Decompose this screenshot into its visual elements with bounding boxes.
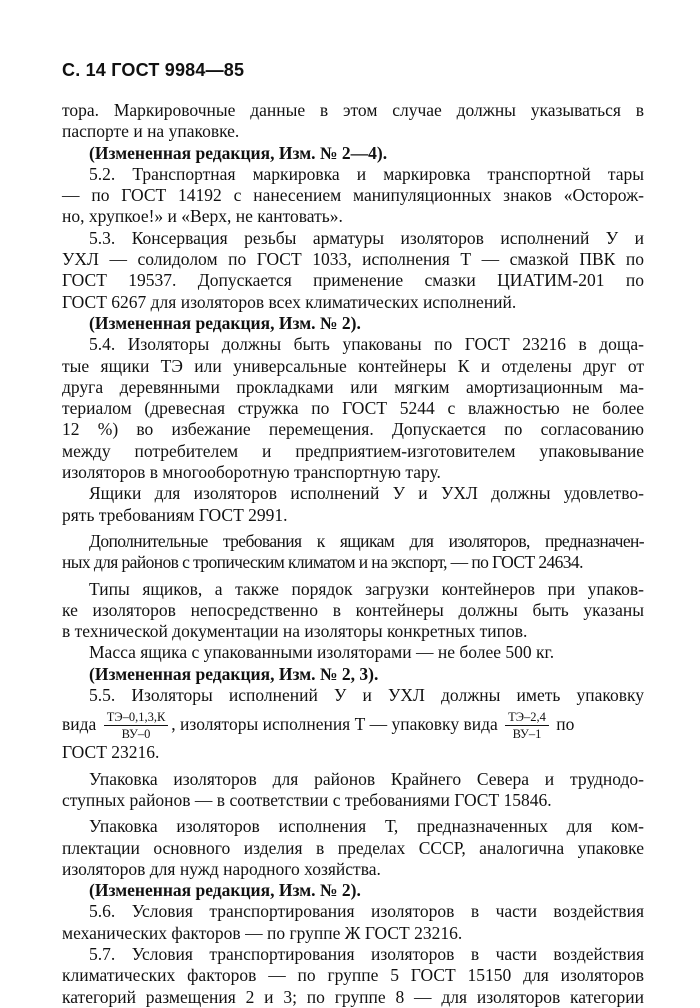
text-line: 12 %) во избежание перемещения. Допускается по согласованию [62,419,644,440]
text-line: — по ГОСТ 14192 с нанесением манипуляционных знаков «Осторож- [62,185,644,206]
text-line: ГОСТ 23216. [62,742,160,763]
text-line: паспорте и на упаковке. [62,121,240,142]
packaging-formula-line [62,706,644,742]
text-line: УХЛ — солидолом по ГОСТ 1033, исполнения Т — смазкой ПВК по [62,249,644,270]
text-line: рять требованиям ГОСТ 2991. [62,504,288,525]
text-line: Масса ящика с упакованными изоляторами — не более 500 кг. [89,642,555,663]
text-line: Дополнительные требования к ящикам для изоляторов, предназначен- [89,530,644,551]
packaging-fraction-1 [104,710,169,741]
text-line: Упаковка изоляторов для районов Крайнего Севера и труднодо- [89,768,644,789]
text-line: тора. Маркировочные данные в этом случае должны указываться в [62,100,644,120]
clause-5-2: 5.2. Транспортная маркировка и маркировка транспортной тары [89,163,644,184]
text-line: ГОСТ 19537. Допускается применение смазки ЦИАТИМ-201 по [62,270,644,291]
text-line: между потребителем и предприятием-изготовителем упаковывание [62,440,644,461]
clause-5-7: 5.7. Условия транспортирования изоляторов в части воздействия [89,943,644,964]
text-line: Упаковка изоляторов исполнения Т, предназначенных для ком- [89,816,644,837]
text-line: изоляторов в многооборотную транспортную тару. [62,462,441,483]
text-line: в технической документации на изоляторы конкретных типов. [62,621,528,642]
text-line: изоляторов для нужд народного хозяйства. [62,858,381,879]
page-header: С. 14 ГОСТ 9984—85 [62,60,245,80]
text-line: плектации основного изделия в пределах СССР, аналогична упаковке [62,837,644,858]
fraction-denominator: ВУ–1 [512,726,542,741]
text-line: ГОСТ 6267 для изоляторов всех климатических исполнений. [62,291,517,312]
fraction-numerator: ТЭ–0,1,3,К [104,710,169,726]
formula-middle: , изоляторы исполнения Т — упаковку вида [171,714,498,735]
formula-prefix: вида [62,714,97,735]
clause-5-5: 5.5. Изоляторы исполнений У и УХЛ должны иметь упаковку [89,685,644,706]
text-line: териалом (древесная стружка по ГОСТ 5244 с влажностью не более [62,398,644,419]
amendment-note: (Измененная редакция, Изм. № 2). [89,880,361,901]
text-line: климатических факторов — по группе 5 ГОСТ 15150 для изоляторов [62,965,644,986]
document-body [62,100,644,1008]
clause-5-6: 5.6. Условия транспортирования изоляторов в части воздействия [89,901,644,922]
text-line: друга деревянными прокладками или мягким амортизационным ма- [62,376,644,397]
text-line: тые ящики ТЭ или универсальные контейнеры К и отделены друг от [62,355,644,376]
text-line: механических факторов — по группе Ж ГОСТ 23216. [62,922,463,943]
text-line: но, хрупкое!» и «Верх, не кантовать». [62,206,343,227]
text-line: Типы ящиков, а также порядок загрузки контейнеров при упаков- [89,578,644,599]
text-line: ных для районов с тропическим климатом и на экспорт, — по ГОСТ 24634. [62,552,583,573]
formula-suffix: по [556,714,575,735]
amendment-note: (Измененная редакция, Изм. № 2—4). [89,142,388,163]
amendment-note: (Измененная редакция, Изм. № 2). [89,312,361,333]
clause-5-3: 5.3. Консервация резьбы арматуры изоляторов исполнений У и [89,227,644,248]
text-line: ке изоляторов непосредственно в контейнеры должны быть указаны [62,599,644,620]
fraction-numerator: ТЭ–2,4 [505,710,549,726]
text-line: ступных районов — в соответствии с требованиями ГОСТ 15846. [62,789,552,810]
text-line: категорий размещения 2 и 3; по группе 8 — для изоляторов категории [62,986,644,1007]
clause-5-4: 5.4. Изоляторы должны быть упакованы по ГОСТ 23216 в доща- [89,334,644,355]
text-line: Ящики для изоляторов исполнений У и УХЛ должны удовлетво- [89,483,644,504]
packaging-fraction-2 [505,710,549,741]
amendment-note: (Измененная редакция, Изм. № 2, 3). [89,663,379,684]
fraction-denominator: ВУ–0 [121,726,151,741]
